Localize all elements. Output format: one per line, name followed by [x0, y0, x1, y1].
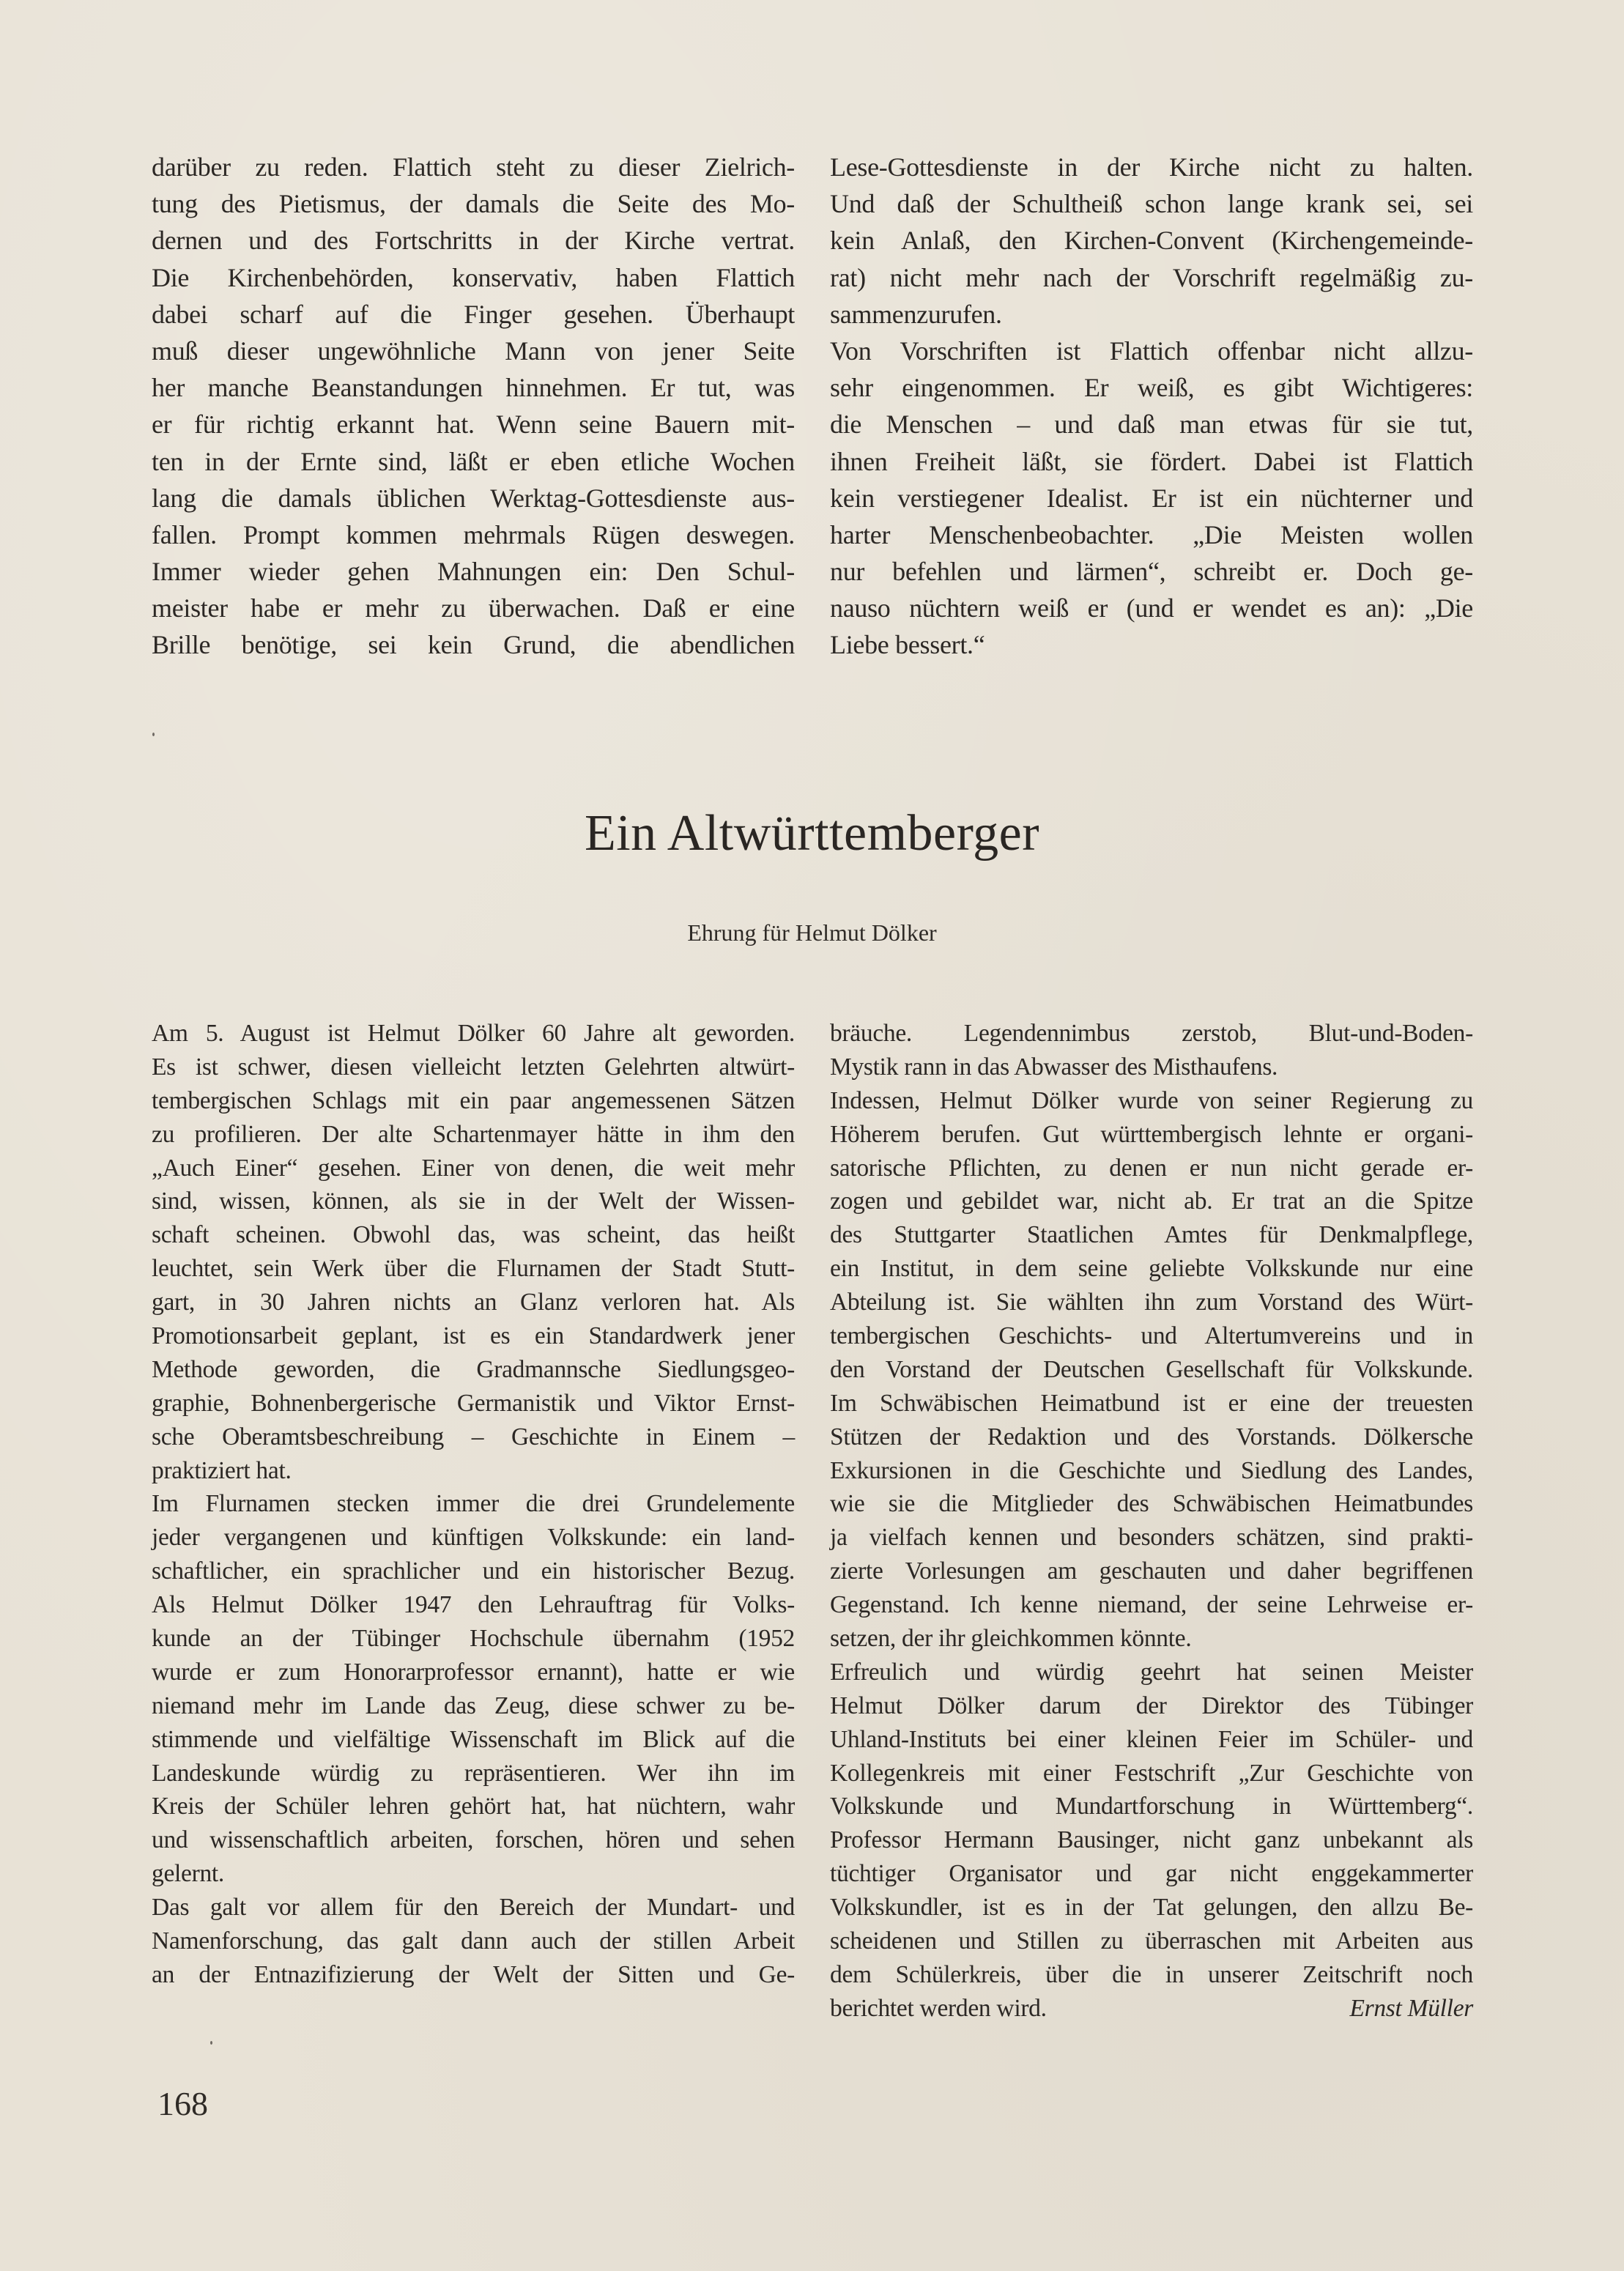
text-line: tung des Pietismus, der damals die Seite des Mo- — [152, 189, 795, 219]
article-right-column — [830, 1017, 1473, 2026]
text-line: sind, wissen, können, als sie in der Welt der Wissen- — [152, 1188, 795, 1215]
text-line: kunde an der Tübinger Hochschule übernahm (1952 — [152, 1625, 795, 1653]
text-line: Es ist schwer, diesen vielleicht letzten Gelehrten altwürt- — [152, 1053, 795, 1081]
text-line: tembergischen Geschichts- und Altertumvereins und in — [830, 1322, 1473, 1350]
text-line: Im Schwäbischen Heimatbund ist er eine der treuesten — [830, 1389, 1473, 1417]
text-line: darüber zu reden. Flattich steht zu dieser Zielrich- — [152, 152, 795, 182]
text-line: tembergischen Schlags mit ein paar angemessenen Sätzen — [152, 1086, 795, 1114]
text-line: muß dieser ungewöhnliche Mann von jener Seite — [152, 336, 795, 366]
text-line: satorische Pflichten, zu denen er nun nicht gerade er- — [830, 1154, 1473, 1182]
text-line: wurde er zum Honorarprofessor ernannt), hatte er wie — [152, 1658, 795, 1686]
text-line: Lese-Gottesdienste in der Kirche nicht zu halten. — [830, 152, 1473, 182]
text-line: Landeskunde würdig zu repräsentieren. Wer ihn im — [152, 1759, 795, 1787]
text-line: zogen und gebildet war, nicht ab. Er trat an die Spitze — [830, 1188, 1473, 1215]
text-line: Brille benötige, sei kein Grund, die abendlichen — [152, 630, 795, 660]
text-line: lang die damals üblichen Werktag-Gottesdienste aus- — [152, 483, 795, 513]
text-line: wie sie die Mitglieder des Schwäbischen Heimatbundes — [830, 1490, 1473, 1518]
text-line: dabei scharf auf die Finger gesehen. Überhaupt — [152, 299, 795, 329]
text-line: den Vorstand der Deutschen Gesellschaft für Volkskunde. — [830, 1355, 1473, 1383]
text-line: Mystik rann in das Abwasser des Misthaufens. — [830, 1053, 1278, 1081]
text-line: kein verstiegener Idealist. Er ist ein nüchterner und — [830, 483, 1473, 513]
text-line: Indessen, Helmut Dölker wurde von seiner Regierung zu — [830, 1086, 1473, 1114]
author-signature: Ernst Müller — [1349, 1994, 1473, 2022]
text-line: ja vielfach kennen und besonders schätzen, sind prakti- — [830, 1524, 1473, 1552]
text-line: sehr eingenommen. Er weiß, es gibt Wichtigeres: — [830, 373, 1473, 403]
text-line: dem Schülerkreis, über die in unserer Zeitschrift noch — [830, 1960, 1473, 1988]
text-line: praktiziert hat. — [152, 1456, 292, 1484]
text-line: rat) nicht mehr nach der Vorschrift regelmäßig zu- — [830, 262, 1473, 292]
text-line: Professor Hermann Bausinger, nicht ganz unbekannt als — [830, 1826, 1473, 1854]
article-left-column — [152, 1017, 795, 1992]
text-line: Die Kirchenbehörden, konservativ, haben Flattich — [152, 262, 795, 292]
text-line: berichtet werden wird. Ernst Müller — [830, 1992, 1473, 2026]
text-line: graphie, Bohnenbergerische Germanistik und Viktor Ernst- — [152, 1389, 795, 1417]
text-line: Und daß der Schultheiß schon lange krank sei, sei — [830, 189, 1473, 219]
text-line: Im Flurnamen stecken immer die drei Grundelemente — [152, 1490, 795, 1518]
text-line: Am 5. August ist Helmut Dölker 60 Jahre alt geworden. — [152, 1020, 795, 1047]
article-subtitle: Ehrung für Helmut Dölker — [687, 919, 937, 946]
text-line: her manche Beanstandungen hinnehmen. Er tut, was — [152, 373, 795, 403]
text-line: Von Vorschriften ist Flattich offenbar nicht allzu- — [830, 336, 1473, 366]
dust-speck — [210, 2041, 212, 2045]
text-line: ihnen Freiheit läßt, sie fördert. Dabei ist Flattich — [830, 446, 1473, 476]
text-line: Kreis der Schüler lehren gehört hat, hat nüchtern, wahr — [152, 1793, 795, 1820]
top-right-column — [830, 149, 1473, 664]
text-line: kein Anlaß, den Kirchen-Convent (Kirchengemeinde- — [830, 226, 1473, 256]
text-line: dernen und des Fortschritts in der Kirche vertrat. — [152, 226, 795, 256]
text-line: Als Helmut Dölker 1947 den Lehrauftrag für Volks- — [152, 1591, 795, 1619]
text-line: sammenzurufen. — [830, 299, 1002, 329]
text-line: Liebe bessert.“ — [830, 630, 985, 660]
top-left-column — [152, 149, 795, 664]
text-line: tüchtiger Organisator und gar nicht enggekammerter — [830, 1860, 1473, 1888]
article-title: Ein Altwürttemberger — [584, 805, 1040, 862]
text-line: ten in der Ernte sind, läßt er eben etliche Wochen — [152, 446, 795, 476]
text-line: gart, in 30 Jahren nichts an Glanz verloren hat. Als — [152, 1289, 795, 1316]
text-line: Volkskundler, ist es in der Tat gelungen, den allzu Be- — [830, 1894, 1473, 1922]
text-line: scheidenen und Stillen zu überraschen mit Arbeiten aus — [830, 1927, 1473, 1955]
text-line: Namenforschung, das galt dann auch der stillen Arbeit — [152, 1927, 795, 1955]
text-line: harter Menschenbeobachter. „Die Meisten wollen — [830, 519, 1473, 549]
text-line: Promotionsarbeit geplant, ist es ein Standardwerk jener — [152, 1322, 795, 1350]
text-line: sche Oberamtsbeschreibung – Geschichte in Einem – — [152, 1423, 795, 1451]
text-line: bräuche. Legendennimbus zerstob, Blut-und-Boden- — [830, 1020, 1473, 1047]
text-line: „Auch Einer“ gesehen. Einer von denen, die weit mehr — [152, 1154, 795, 1182]
dust-speck — [152, 733, 155, 736]
text-line: Abteilung ist. Sie wählten ihn zum Vorstand des Würt- — [830, 1289, 1473, 1316]
text-line: ein Institut, in dem seine geliebte Volkskunde nur eine — [830, 1255, 1473, 1283]
text-line: und wissenschaftlich arbeiten, forschen, hören und sehen — [152, 1826, 795, 1854]
text-line: meister habe er mehr zu überwachen. Daß er eine — [152, 593, 795, 623]
text-line: Methode geworden, die Gradmannsche Siedlungsgeo- — [152, 1355, 795, 1383]
text-line: Volkskunde und Mundartforschung in Württemberg“. — [830, 1793, 1473, 1820]
text-line: Immer wieder gehen Mahnungen ein: Den Schul- — [152, 557, 795, 587]
text-line: jeder vergangenen und künftigen Volkskunde: ein land- — [152, 1524, 795, 1552]
text-line: Kollegenkreis mit einer Festschrift „Zur Geschichte von — [830, 1759, 1473, 1787]
text-line: stimmende und vielfältige Wissenschaft im Blick auf die — [152, 1725, 795, 1753]
text-line: Helmut Dölker darum der Direktor des Tübinger — [830, 1692, 1473, 1719]
text-line: nauso nüchtern weiß er (und er wendet es an): „Die — [830, 593, 1473, 623]
text-line: schaft scheinen. Obwohl das, was scheint, das heißt — [152, 1221, 795, 1249]
text-line: gelernt. — [152, 1860, 224, 1888]
text-line: Uhland-Instituts bei einer kleinen Feier im Schüler- und — [830, 1725, 1473, 1753]
text-line: nur befehlen und lärmen“, schreibt er. Doch ge- — [830, 557, 1473, 587]
text-line: Das galt vor allem für den Bereich der Mundart- und — [152, 1894, 795, 1922]
page-number: 168 — [157, 2085, 208, 2122]
text-line: niemand mehr im Lande das Zeug, diese schwer zu be- — [152, 1692, 795, 1719]
text-line: die Menschen – und daß man etwas für sie tut, — [830, 410, 1473, 440]
text-line: er für richtig erkannt hat. Wenn seine Bauern mit- — [152, 410, 795, 440]
text-line: Höherem berufen. Gut württembergisch lehnte er organi- — [830, 1120, 1473, 1148]
text-line: schaftlicher, ein sprachlicher und ein historischer Bezug. — [152, 1557, 795, 1585]
text-line: Erfreulich und würdig geehrt hat seinen Meister — [830, 1658, 1473, 1686]
text-line: setzen, der ihr gleichkommen könnte. — [830, 1625, 1192, 1653]
text-line: Exkursionen in die Geschichte und Siedlung des Landes, — [830, 1456, 1473, 1484]
text-line: leuchtet, sein Werk über die Flurnamen der Stadt Stutt- — [152, 1255, 795, 1283]
text-line: zierte Vorlesungen am geschauten und daher begriffenen — [830, 1557, 1473, 1585]
text-line: an der Entnazifizierung der Welt der Sitten und Ge- — [152, 1960, 795, 1988]
text-line: Stützen der Redaktion und des Vorstands. Dölkersche — [830, 1423, 1473, 1451]
text-line: zu profilieren. Der alte Schartenmayer hätte in ihm den — [152, 1120, 795, 1148]
text-line: Gegenstand. Ich kenne niemand, der seine Lehrweise er- — [830, 1591, 1473, 1619]
text-line: des Stuttgarter Staatlichen Amtes für Denkmalpflege, — [830, 1221, 1473, 1249]
text-line: fallen. Prompt kommen mehrmals Rügen deswegen. — [152, 519, 795, 549]
